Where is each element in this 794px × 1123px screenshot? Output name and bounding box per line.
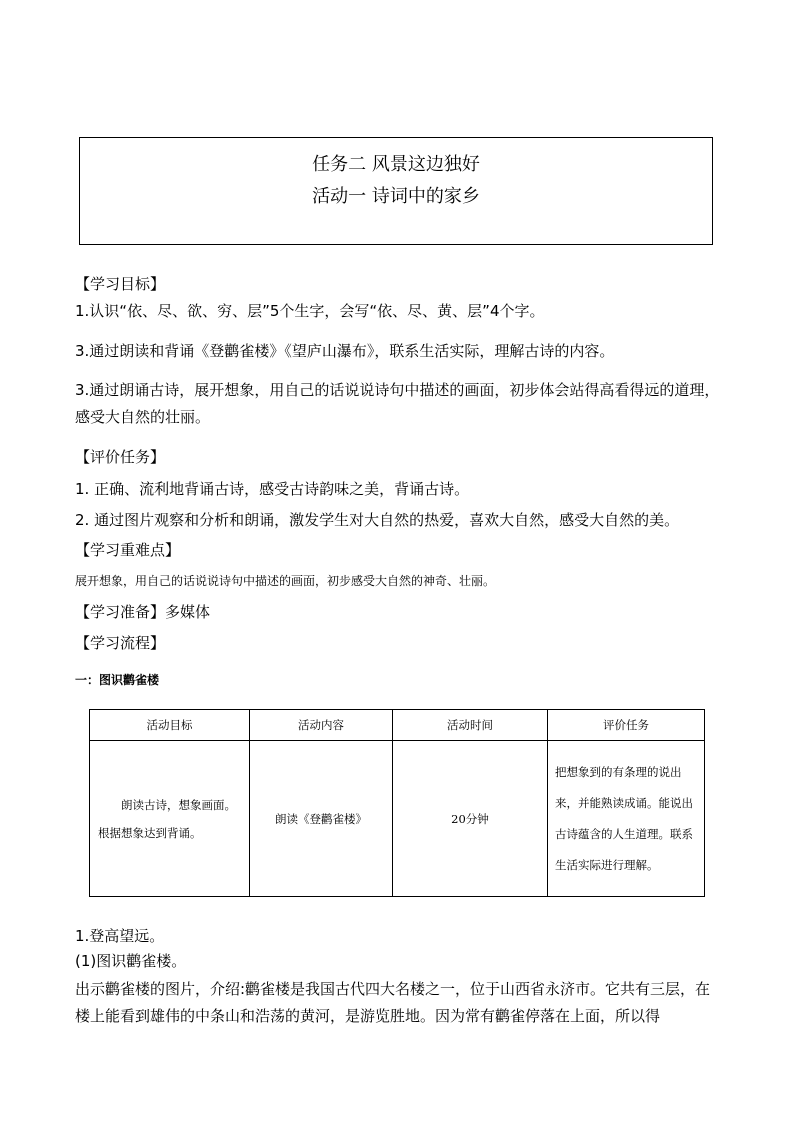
title-box bbox=[79, 137, 713, 245]
cell-time: 20分钟 bbox=[393, 741, 548, 897]
cell-goal bbox=[90, 741, 250, 897]
goal-text: 朗读古诗，想象画面。根据想象达到背诵。 bbox=[98, 797, 236, 840]
substep-heading: (1)图识鹳雀楼。 bbox=[75, 952, 187, 970]
key-points-text: 展开想象，用自己的话说说诗句中描述的画面，初步感受大自然的神奇、壮丽。 bbox=[75, 574, 496, 588]
objectives-heading: 【学习目标】 bbox=[75, 275, 166, 293]
cell-content: 朗读《登鹳雀楼》 bbox=[250, 741, 393, 897]
task-title: 任务二 风景这边独好 bbox=[312, 154, 480, 175]
header-time: 活动时间 bbox=[393, 710, 548, 741]
objective-item-2: 3.通过朗读和背诵《登鹳雀楼》《望庐山瀑布》，联系生活实际，理解古诗的内容。 bbox=[75, 342, 615, 360]
objective-item-1: 1.认识“依、尽、欲、穷、层”5个生字，会写“依、尽、黄、层”4个字。 bbox=[75, 302, 545, 320]
evaluation-text: 把想象到的有条理的说出来，并能熟读成诵。能说出古诗蕴含的人生道理。联系生活实际进行理解。 bbox=[555, 764, 693, 872]
key-points-heading: 【学习重难点】 bbox=[75, 541, 181, 559]
table-row bbox=[90, 741, 705, 897]
header-goal: 活动目标 bbox=[90, 710, 250, 741]
header-content: 活动内容 bbox=[250, 710, 393, 741]
activity-title: 活动一 诗词中的家乡 bbox=[312, 186, 480, 207]
objective-item-3: 3.通过朗诵古诗，展开想象，用自己的话说说诗句中描述的画面，初步体会站得高看得远的道理，感受大自然的壮丽。 bbox=[75, 381, 720, 426]
preparation-line: 【学习准备】多媒体 bbox=[75, 603, 211, 621]
header-evaluation: 评价任务 bbox=[548, 710, 705, 741]
evaluation-item-1: 1. 正确、流利地背诵古诗，感受古诗韵味之美，背诵古诗。 bbox=[75, 480, 470, 498]
section-heading: 一：图识鹳雀楼 bbox=[75, 673, 160, 687]
evaluation-item-2: 2. 通过图片观察和分析和朗诵，激发学生对大自然的热爱，喜欢大自然，感受大自然的美。 bbox=[75, 511, 680, 529]
intro-paragraph: 出示鹳雀楼的图片，介绍:鹳雀楼是我国古代四大名楼之一，位于山西省永济市。它共有三层，在楼上能看到雄伟的中条山和浩荡的黄河，是游览胜地。因为常有鹳雀停落在上面，所以得 bbox=[75, 980, 711, 1025]
activity-plan-table bbox=[89, 709, 705, 897]
table-header-row bbox=[90, 710, 705, 741]
process-heading: 【学习流程】 bbox=[75, 634, 166, 652]
cell-evaluation bbox=[548, 741, 705, 897]
evaluation-heading: 【评价任务】 bbox=[75, 448, 166, 466]
step-heading: 1.登高望远。 bbox=[75, 927, 165, 945]
